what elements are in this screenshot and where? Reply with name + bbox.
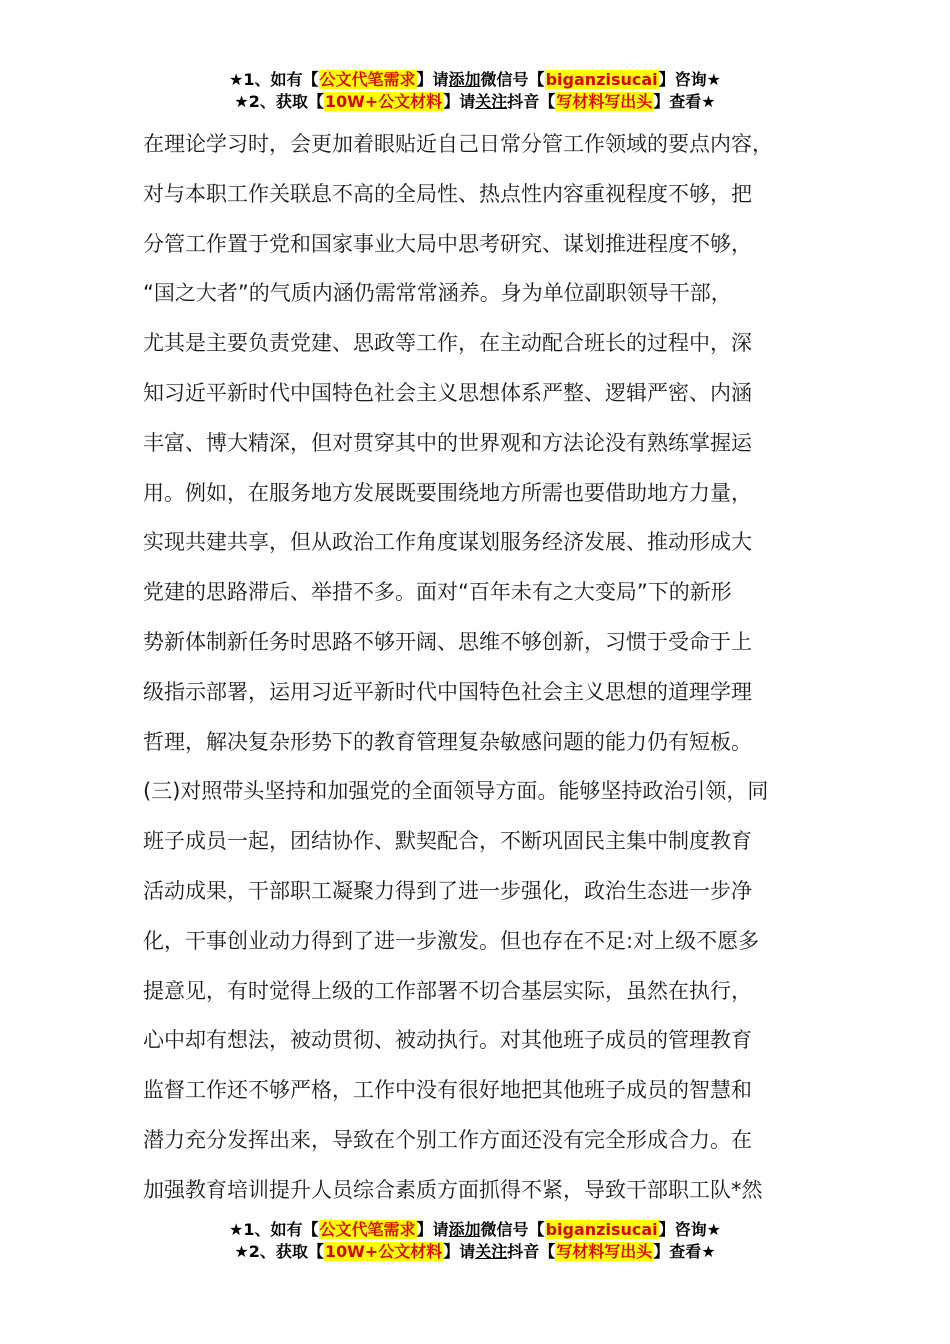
emphasis-text: 添加 <box>448 70 481 89</box>
douyin-id: 写材料写出头 <box>556 92 653 111</box>
emphasis-text: 关注 <box>475 1242 508 1261</box>
star-icon: ★ <box>234 1242 249 1261</box>
body-line: 在理论学习时，会更加着眼贴近自己日常分管工作领域的要点内容， <box>143 132 773 156</box>
banner-text: 】查看★ <box>653 92 716 111</box>
footer-banner <box>0 1220 950 1264</box>
banner-text: 微信号【 <box>480 70 545 89</box>
section-heading-line: (三)对照带头坚持和加强党的全面领导方面。能够坚持政治引领，同 <box>143 779 769 804</box>
douyin-id: 写材料写出头 <box>556 1242 653 1261</box>
body-line: 势新体制新任务时思路不够开阔、思维不够创新，习惯于受命于上 <box>143 629 752 654</box>
banner-text: 1、如有【 <box>243 70 319 89</box>
document-body <box>143 126 833 1222</box>
body-line: 党建的思路滞后、举措不多。面对“百年未有之大变局”下的新形 <box>143 580 732 605</box>
banner-line-1 <box>0 1220 950 1242</box>
wechat-id: biganzisucai <box>545 70 658 89</box>
banner-line-2 <box>0 92 950 114</box>
body-line: 潜力充分发挥出来，导致在个别工作方面还没有完全形成合力。在 <box>143 1127 752 1152</box>
body-line: 化，干事创业动力得到了进一步激发。但也存在不足:对上级不愿多 <box>143 928 760 953</box>
banner-text: 】请 <box>416 70 449 89</box>
body-line: 丰富、博大精深，但对贯穿其中的世界观和方法论没有熟练掌握运 <box>143 430 752 455</box>
banner-line-1 <box>0 70 950 92</box>
banner-text: 微信号【 <box>480 1220 545 1239</box>
body-line: 哲理，解决复杂形势下的教育管理复杂敏感问题的能力仍有短板。 <box>143 729 752 754</box>
header-banner <box>0 70 950 114</box>
body-line: 实现共建共享，但从政治工作角度谋划服务经济发展、推动形成大 <box>143 530 752 555</box>
banner-text: 】请 <box>443 1242 476 1261</box>
emphasis-text: 关注 <box>475 92 508 111</box>
body-line: 监督工作还不够严格，工作中没有很好地把其他班子成员的智慧和 <box>143 1078 752 1103</box>
body-line: 知习近平新时代中国特色社会主义思想体系严整、逻辑严密、内涵 <box>143 380 752 405</box>
body-line: 班子成员一起，团结协作、默契配合，不断巩固民主集中制度教育 <box>143 829 752 854</box>
banner-text: 1、如有【 <box>243 1220 319 1239</box>
emphasis-text: 添加 <box>448 1220 481 1239</box>
banner-text: 抖音【 <box>507 92 556 111</box>
body-line: 级指示部署，运用习近平新时代中国特色社会主义思想的道理学理 <box>143 679 752 704</box>
body-line: 提意见，有时觉得上级的工作部署不切合基层实际，虽然在执行， <box>143 978 752 1003</box>
banner-text: 】请 <box>416 1220 449 1239</box>
banner-text: 】查看★ <box>653 1242 716 1261</box>
banner-line-2 <box>0 1242 950 1264</box>
body-line: 活动成果，干部职工凝聚力得到了进一步强化，政治生态进一步净 <box>143 878 752 903</box>
banner-text: 2、获取【 <box>248 92 324 111</box>
highlight-text: 公文代笔需求 <box>319 1220 416 1239</box>
wechat-id: biganzisucai <box>545 1220 658 1239</box>
body-line: “国之大者”的气质内涵仍需常常涵养。身为单位副职领导干部， <box>143 281 732 306</box>
body-line: 加强教育培训提升人员综合素质方面抓得不紧，导致干部职工队*然 <box>143 1177 763 1202</box>
star-icon: ★ <box>234 92 249 111</box>
banner-text: 抖音【 <box>507 1242 556 1261</box>
body-line: 分管工作置于党和国家事业大局中思考研究、谋划推进程度不够， <box>143 231 752 256</box>
body-line: 对与本职工作关联息不高的全局性、热点性内容重视程度不够，把 <box>143 181 752 206</box>
highlight-text: 10W+公文材料 <box>324 1242 443 1261</box>
banner-text: 2、获取【 <box>248 1242 324 1261</box>
star-icon: ★ <box>229 70 244 89</box>
highlight-text: 10W+公文材料 <box>324 92 443 111</box>
banner-text: 】咨询★ <box>658 70 721 89</box>
banner-text: 】请 <box>443 92 476 111</box>
body-line: 尤其是主要负责党建、思政等工作，在主动配合班长的过程中，深 <box>143 331 752 356</box>
highlight-text: 公文代笔需求 <box>319 70 416 89</box>
star-icon: ★ <box>229 1220 244 1239</box>
body-line: 用。例如，在服务地方发展既要围绕地方所需也要借助地方力量， <box>143 480 752 505</box>
banner-text: 】咨询★ <box>658 1220 721 1239</box>
body-line: 心中却有想法，被动贯彻、被动执行。对其他班子成员的管理教育 <box>143 1028 752 1053</box>
